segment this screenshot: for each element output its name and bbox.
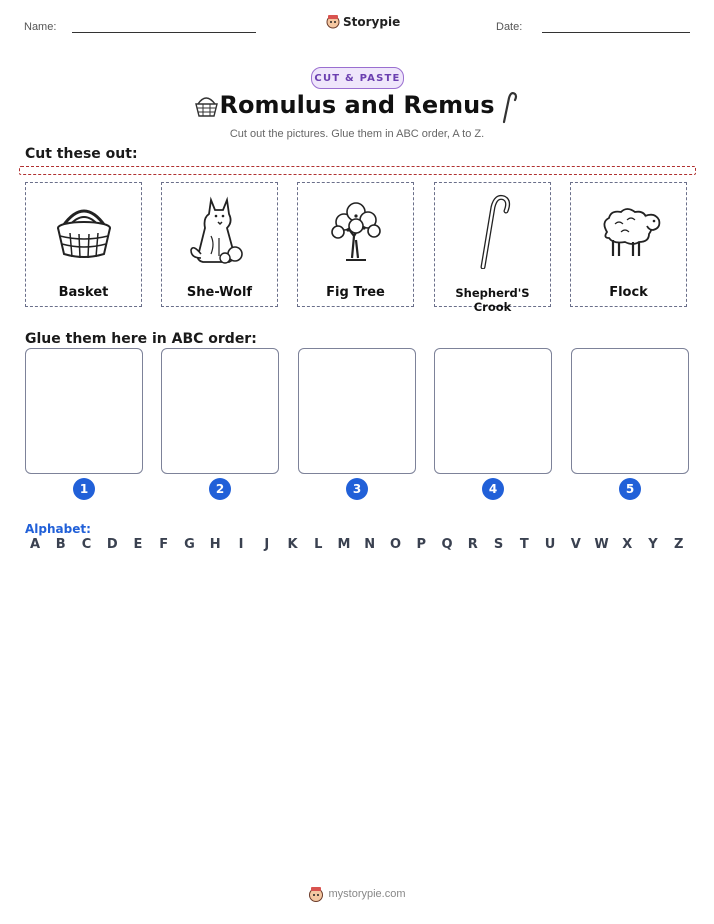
alphabet-letter: Z: [674, 537, 684, 552]
alphabet-letter: Y: [648, 537, 658, 552]
brand-name: Storypie: [343, 15, 401, 29]
alphabet-letter: G: [184, 537, 195, 552]
glue-slot-2[interactable]: [161, 348, 279, 474]
tree-icon: [326, 200, 386, 262]
alphabet-letter: R: [467, 537, 478, 552]
name-line[interactable]: [72, 32, 256, 33]
slot-number: 1: [73, 478, 95, 500]
alphabet-letter: I: [238, 537, 244, 552]
glue-slot-4[interactable]: [434, 348, 552, 474]
alphabet-letter: Q: [441, 537, 453, 552]
card-label: Flock: [609, 285, 648, 300]
page-title: Romulus and Remus: [219, 91, 495, 119]
cut-line: [19, 166, 696, 175]
crook-icon: [473, 193, 513, 269]
alphabet-letter: F: [159, 537, 169, 552]
card-label: She-Wolf: [186, 285, 253, 300]
alphabet-letter: X: [622, 537, 633, 552]
alphabet-letter: L: [314, 537, 323, 552]
slot-number: 5: [619, 478, 641, 500]
basket-icon: [53, 202, 115, 260]
brand-logo: [326, 14, 400, 30]
cut-card-she-wolf[interactable]: [161, 182, 278, 307]
alphabet-letter: C: [81, 537, 92, 552]
alphabet-letter: U: [544, 537, 556, 552]
alphabet-letter: W: [594, 537, 609, 552]
date-label: Date:: [496, 21, 523, 33]
slot-number: 2: [209, 478, 231, 500]
footer: [0, 885, 714, 903]
card-label: Fig Tree: [326, 285, 385, 300]
wolf-icon: [189, 196, 251, 266]
crook-icon: [498, 90, 518, 124]
date-line[interactable]: [542, 32, 690, 33]
alphabet-letter: H: [209, 537, 221, 552]
slot-number: 3: [346, 478, 368, 500]
alphabet-letter: M: [337, 537, 351, 552]
alphabet-letter: T: [519, 537, 529, 552]
alphabet-letter: B: [55, 537, 66, 552]
cut-card-basket[interactable]: [25, 182, 142, 307]
glue-slot-3[interactable]: [298, 348, 416, 474]
cut-heading: Cut these out:: [25, 146, 138, 162]
alphabet-letter: O: [389, 537, 402, 552]
alphabet-letter: S: [493, 537, 504, 552]
glue-slot-5[interactable]: [571, 348, 689, 474]
slot-number: 4: [482, 478, 504, 500]
footer-url: mystorypie.com: [328, 888, 406, 900]
glue-heading: Glue them here in ABC order:: [25, 331, 257, 347]
cut-card-fig-tree[interactable]: [297, 182, 414, 307]
card-label: Basket: [58, 285, 109, 300]
name-label: Name:: [24, 21, 57, 33]
alphabet-letter: J: [264, 537, 270, 552]
alphabet-label: Alphabet:: [25, 522, 91, 536]
alphabet-letter: V: [570, 537, 581, 552]
alphabet-row: [25, 537, 689, 552]
sheep-icon: [595, 202, 663, 260]
instructions: Cut out the pictures. Glue them in ABC order, A to Z.: [229, 128, 485, 140]
storypie-mascot-icon: [326, 14, 340, 30]
alphabet-letter: P: [416, 537, 427, 552]
alphabet-letter: A: [29, 537, 41, 552]
card-label: Shepherd'S Crook: [455, 286, 530, 314]
cut-card-flock[interactable]: [570, 182, 687, 307]
glue-slot-1[interactable]: [25, 348, 143, 474]
cut-card-shepherds-crook[interactable]: [434, 182, 551, 314]
alphabet-letter: D: [106, 537, 118, 552]
activity-badge: CUT & PASTE: [311, 67, 404, 89]
alphabet-letter: K: [287, 537, 298, 552]
alphabet-letter: E: [133, 537, 143, 552]
storypie-mascot-icon: [308, 885, 324, 903]
alphabet-letter: N: [364, 537, 376, 552]
